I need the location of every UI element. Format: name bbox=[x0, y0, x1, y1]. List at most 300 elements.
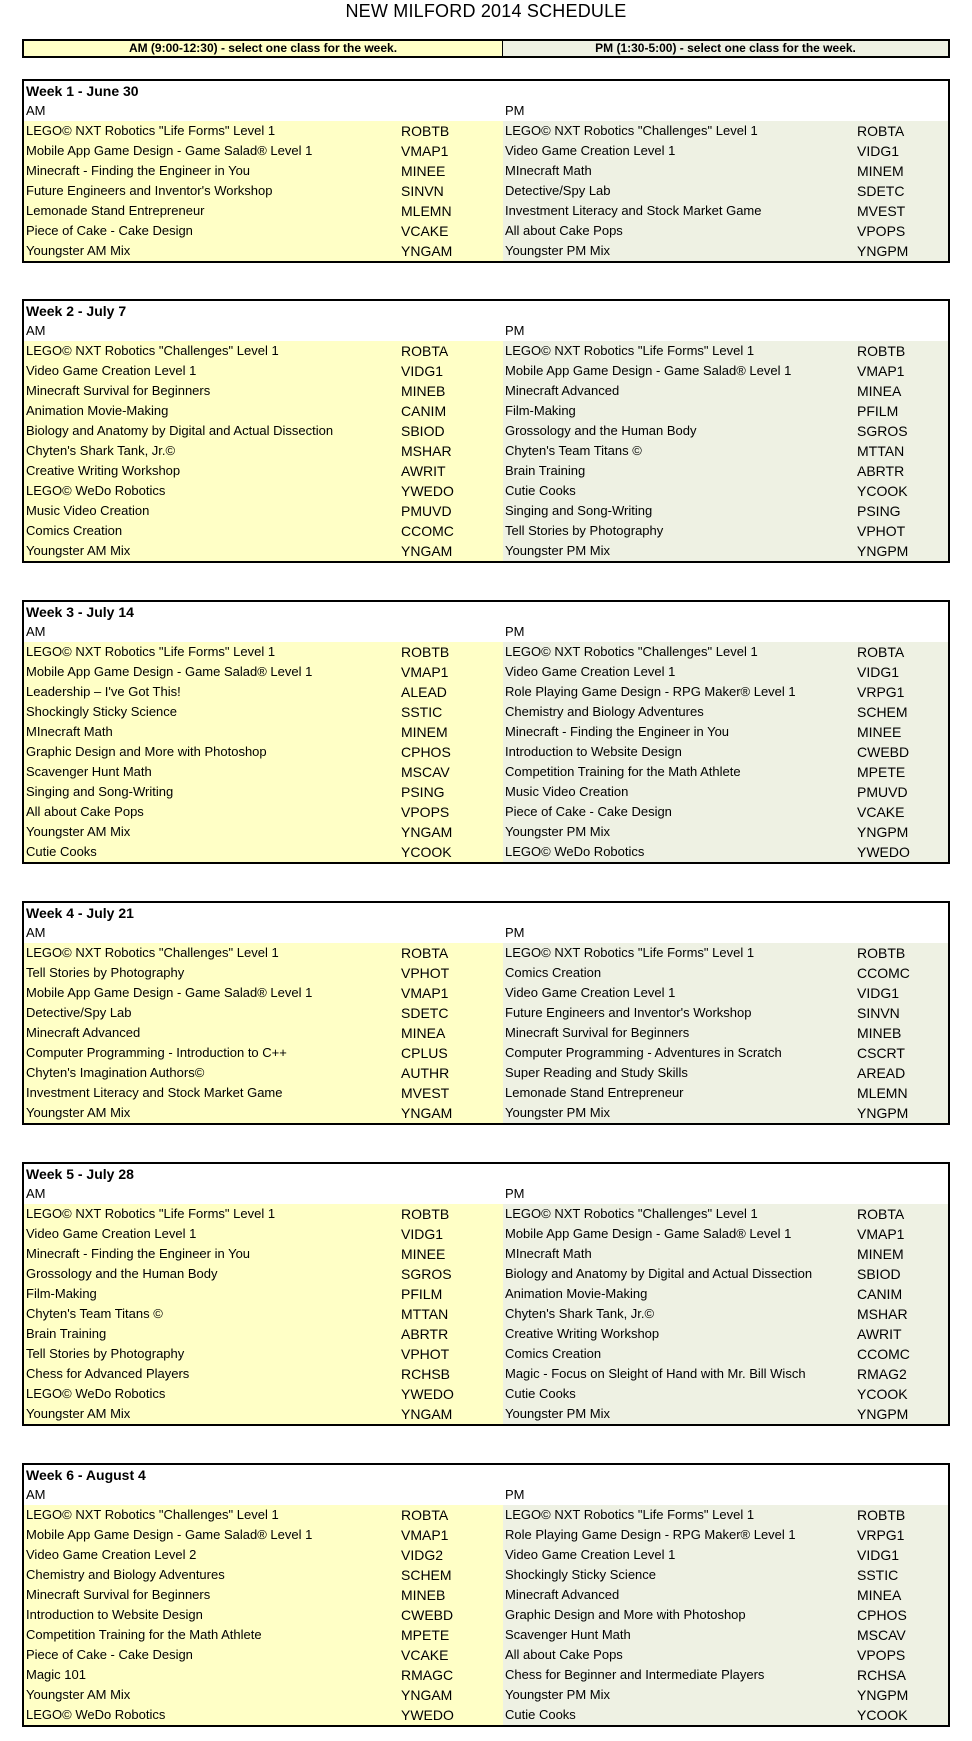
am-class-code: VIDG1 bbox=[401, 361, 503, 381]
am-class-code: RMAGC bbox=[401, 1665, 503, 1685]
pm-class-code: VMAP1 bbox=[857, 361, 948, 381]
am-class-code: PFILM bbox=[401, 1284, 503, 1304]
pm-class-name: Super Reading and Study Skills bbox=[503, 1063, 857, 1083]
pm-class-name: Chemistry and Biology Adventures bbox=[503, 702, 857, 722]
class-row bbox=[24, 1605, 948, 1625]
pm-session-header: PM (1:30-5:00) - select one class for the week. bbox=[503, 41, 948, 56]
pm-class-name: Youngster PM Mix bbox=[503, 1103, 857, 1123]
pm-class-name: Mobile App Game Design - Game Salad® Level 1 bbox=[503, 361, 857, 381]
class-row bbox=[24, 1103, 948, 1123]
am-class-name: Piece of Cake - Cake Design bbox=[24, 1645, 401, 1665]
class-row bbox=[24, 1705, 948, 1725]
am-class-name: LEGO© NXT Robotics "Life Forms" Level 1 bbox=[24, 121, 401, 141]
am-class-code: CCOMC bbox=[401, 521, 503, 541]
pm-class-name: Cutie Cooks bbox=[503, 481, 857, 501]
session-labels-row bbox=[24, 1184, 948, 1204]
am-class-name: Mobile App Game Design - Game Salad® Level 1 bbox=[24, 983, 401, 1003]
am-class-code: VPHOT bbox=[401, 963, 503, 983]
am-class-name: Graphic Design and More with Photoshop bbox=[24, 742, 401, 762]
class-row bbox=[24, 161, 948, 181]
am-class-name: Creative Writing Workshop bbox=[24, 461, 401, 481]
week-block bbox=[22, 901, 950, 1125]
am-class-name: Introduction to Website Design bbox=[24, 1605, 401, 1625]
am-class-name: Youngster AM Mix bbox=[24, 822, 401, 842]
am-class-name: Singing and Song-Writing bbox=[24, 782, 401, 802]
week-title: Week 2 - July 7 bbox=[26, 303, 127, 319]
class-row bbox=[24, 1585, 948, 1605]
am-class-code: AWRIT bbox=[401, 461, 503, 481]
pm-class-name: Investment Literacy and Stock Market Game bbox=[503, 201, 857, 221]
pm-class-code: MINEM bbox=[857, 1244, 948, 1264]
am-class-code: VIDG1 bbox=[401, 1224, 503, 1244]
class-row bbox=[24, 682, 948, 702]
pm-class-name: Youngster PM Mix bbox=[503, 1404, 857, 1424]
pm-class-name: Tell Stories by Photography bbox=[503, 521, 857, 541]
pm-class-name: Mobile App Game Design - Game Salad® Level 1 bbox=[503, 1224, 857, 1244]
class-row bbox=[24, 221, 948, 241]
pm-class-name: Minecraft Survival for Beginners bbox=[503, 1023, 857, 1043]
pm-class-name: MInecraft Math bbox=[503, 161, 857, 181]
am-class-name: Minecraft Survival for Beginners bbox=[24, 1585, 401, 1605]
am-class-code: MINEM bbox=[401, 722, 503, 742]
pm-class-name: Youngster PM Mix bbox=[503, 541, 857, 561]
class-row bbox=[24, 1284, 948, 1304]
am-class-name: LEGO© WeDo Robotics bbox=[24, 481, 401, 501]
am-class-code: MPETE bbox=[401, 1625, 503, 1645]
class-row bbox=[24, 1023, 948, 1043]
pm-class-code: MSCAV bbox=[857, 1625, 948, 1645]
pm-class-code: VRPG1 bbox=[857, 1525, 948, 1545]
pm-class-code: YNGPM bbox=[857, 1685, 948, 1705]
am-class-name: LEGO© WeDo Robotics bbox=[24, 1705, 401, 1725]
pm-class-code: MLEMN bbox=[857, 1083, 948, 1103]
class-row bbox=[24, 381, 948, 401]
pm-class-name: Creative Writing Workshop bbox=[503, 1324, 857, 1344]
am-class-name: Minecraft - Finding the Engineer in You bbox=[24, 161, 401, 181]
pm-class-name: MInecraft Math bbox=[503, 1244, 857, 1264]
class-row bbox=[24, 1505, 948, 1525]
pm-class-name: Video Game Creation Level 1 bbox=[503, 1545, 857, 1565]
class-row bbox=[24, 1364, 948, 1384]
am-class-name: Chess for Advanced Players bbox=[24, 1364, 401, 1384]
pm-class-code: VCAKE bbox=[857, 802, 948, 822]
pm-class-name: Chyten's Shark Tank, Jr.© bbox=[503, 1304, 857, 1324]
pm-class-name: Piece of Cake - Cake Design bbox=[503, 802, 857, 822]
class-row bbox=[24, 722, 948, 742]
pm-class-name: All about Cake Pops bbox=[503, 221, 857, 241]
pm-class-code: MINEB bbox=[857, 1023, 948, 1043]
pm-class-name: Computer Programming - Adventures in Scratch bbox=[503, 1043, 857, 1063]
pm-class-name: Film-Making bbox=[503, 401, 857, 421]
pm-class-code: ABRTR bbox=[857, 461, 948, 481]
am-class-name: LEGO© NXT Robotics "Challenges" Level 1 bbox=[24, 341, 401, 361]
pm-label: PM bbox=[505, 1186, 525, 1201]
am-class-code: YNGAM bbox=[401, 1103, 503, 1123]
am-class-code: MINEA bbox=[401, 1023, 503, 1043]
pm-class-name: Biology and Anatomy by Digital and Actual Dissection bbox=[503, 1264, 857, 1284]
week-block bbox=[22, 299, 950, 563]
pm-class-name: Chess for Beginner and Intermediate Players bbox=[503, 1665, 857, 1685]
pm-class-name: Youngster PM Mix bbox=[503, 1685, 857, 1705]
class-row bbox=[24, 1083, 948, 1103]
am-class-name: Animation Movie-Making bbox=[24, 401, 401, 421]
pm-class-code: YNGPM bbox=[857, 1103, 948, 1123]
am-class-name: Tell Stories by Photography bbox=[24, 1344, 401, 1364]
pm-class-code: VPOPS bbox=[857, 221, 948, 241]
am-class-code: CPLUS bbox=[401, 1043, 503, 1063]
am-class-name: Leadership – I've Got This! bbox=[24, 682, 401, 702]
pm-class-name: LEGO© WeDo Robotics bbox=[503, 842, 857, 862]
am-class-name: Chyten's Imagination Authors© bbox=[24, 1063, 401, 1083]
class-row bbox=[24, 1525, 948, 1545]
am-class-code: SDETC bbox=[401, 1003, 503, 1023]
class-row bbox=[24, 441, 948, 461]
pm-class-code: YCOOK bbox=[857, 1384, 948, 1404]
pm-class-code: SSTIC bbox=[857, 1565, 948, 1585]
pm-class-code: VIDG1 bbox=[857, 662, 948, 682]
class-row bbox=[24, 341, 948, 361]
am-class-name: Video Game Creation Level 1 bbox=[24, 361, 401, 381]
am-class-code: PSING bbox=[401, 782, 503, 802]
pm-class-name: Youngster PM Mix bbox=[503, 822, 857, 842]
am-class-name: Biology and Anatomy by Digital and Actual Dissection bbox=[24, 421, 401, 441]
pm-class-code: YCOOK bbox=[857, 1705, 948, 1725]
class-row bbox=[24, 822, 948, 842]
am-class-name: Future Engineers and Inventor's Workshop bbox=[24, 181, 401, 201]
class-row bbox=[24, 1404, 948, 1424]
am-class-code: ABRTR bbox=[401, 1324, 503, 1344]
pm-class-code: MVEST bbox=[857, 201, 948, 221]
am-class-name: Youngster AM Mix bbox=[24, 541, 401, 561]
pm-class-code: VRPG1 bbox=[857, 682, 948, 702]
am-class-code: SINVN bbox=[401, 181, 503, 201]
pm-class-code: RMAG2 bbox=[857, 1364, 948, 1384]
am-class-name: Investment Literacy and Stock Market Game bbox=[24, 1083, 401, 1103]
session-labels-row bbox=[24, 622, 948, 642]
pm-class-code: CANIM bbox=[857, 1284, 948, 1304]
pm-class-code: VIDG1 bbox=[857, 141, 948, 161]
am-class-code: ROBTA bbox=[401, 341, 503, 361]
pm-class-name: LEGO© NXT Robotics "Challenges" Level 1 bbox=[503, 1204, 857, 1224]
class-row bbox=[24, 521, 948, 541]
class-row bbox=[24, 1063, 948, 1083]
am-label: AM bbox=[26, 103, 46, 118]
am-class-code: YWEDO bbox=[401, 1705, 503, 1725]
am-class-code: MINEE bbox=[401, 1244, 503, 1264]
pm-label: PM bbox=[505, 925, 525, 940]
am-session-header: AM (9:00-12:30) - select one class for the week. bbox=[24, 41, 503, 56]
am-class-code: SSTIC bbox=[401, 702, 503, 722]
class-row bbox=[24, 702, 948, 722]
class-row bbox=[24, 943, 948, 963]
class-row bbox=[24, 1304, 948, 1324]
class-row bbox=[24, 742, 948, 762]
am-class-name: Shockingly Sticky Science bbox=[24, 702, 401, 722]
pm-class-code: ROBTB bbox=[857, 1505, 948, 1525]
am-class-name: Detective/Spy Lab bbox=[24, 1003, 401, 1023]
am-class-code: VPHOT bbox=[401, 1344, 503, 1364]
pm-class-code: VIDG1 bbox=[857, 1545, 948, 1565]
am-class-name: Computer Programming - Introduction to C++ bbox=[24, 1043, 401, 1063]
am-class-code: VPOPS bbox=[401, 802, 503, 822]
pm-class-code: ROBTA bbox=[857, 121, 948, 141]
pm-class-code: YNGPM bbox=[857, 541, 948, 561]
pm-class-code: PMUVD bbox=[857, 782, 948, 802]
class-row bbox=[24, 1043, 948, 1063]
am-class-code: CWEBD bbox=[401, 1605, 503, 1625]
am-class-code: YWEDO bbox=[401, 1384, 503, 1404]
am-class-name: LEGO© NXT Robotics "Life Forms" Level 1 bbox=[24, 642, 401, 662]
am-class-code: MSCAV bbox=[401, 762, 503, 782]
session-labels-row bbox=[24, 101, 948, 121]
pm-class-name: All about Cake Pops bbox=[503, 1645, 857, 1665]
pm-class-name: Lemonade Stand Entrepreneur bbox=[503, 1083, 857, 1103]
am-class-code: YNGAM bbox=[401, 541, 503, 561]
am-class-name: Tell Stories by Photography bbox=[24, 963, 401, 983]
am-class-code: ALEAD bbox=[401, 682, 503, 702]
pm-class-name: Detective/Spy Lab bbox=[503, 181, 857, 201]
pm-label: PM bbox=[505, 103, 525, 118]
pm-class-code: AREAD bbox=[857, 1063, 948, 1083]
week-title: Week 4 - July 21 bbox=[26, 905, 134, 921]
pm-class-code: SINVN bbox=[857, 1003, 948, 1023]
am-class-code: YWEDO bbox=[401, 481, 503, 501]
am-class-code: VCAKE bbox=[401, 1645, 503, 1665]
am-class-name: Minecraft Survival for Beginners bbox=[24, 381, 401, 401]
class-row bbox=[24, 1565, 948, 1585]
pm-class-code: AWRIT bbox=[857, 1324, 948, 1344]
pm-class-code: ROBTB bbox=[857, 943, 948, 963]
pm-class-code: CWEBD bbox=[857, 742, 948, 762]
pm-class-code: YNGPM bbox=[857, 822, 948, 842]
am-class-name: Comics Creation bbox=[24, 521, 401, 541]
pm-class-code: YCOOK bbox=[857, 481, 948, 501]
am-class-code: VMAP1 bbox=[401, 662, 503, 682]
class-row bbox=[24, 421, 948, 441]
am-class-code: ROBTB bbox=[401, 1204, 503, 1224]
pm-class-code: CCOMC bbox=[857, 1344, 948, 1364]
class-row bbox=[24, 642, 948, 662]
week-block bbox=[22, 1162, 950, 1426]
pm-class-name: Role Playing Game Design - RPG Maker® Level 1 bbox=[503, 1525, 857, 1545]
pm-class-name: Video Game Creation Level 1 bbox=[503, 141, 857, 161]
class-row bbox=[24, 241, 948, 261]
pm-class-code: MINEA bbox=[857, 1585, 948, 1605]
week-block bbox=[22, 79, 950, 263]
class-row bbox=[24, 1003, 948, 1023]
week-title: Week 5 - July 28 bbox=[26, 1166, 134, 1182]
am-class-code: ROBTB bbox=[401, 642, 503, 662]
class-row bbox=[24, 782, 948, 802]
am-class-name: Chyten's Team Titans © bbox=[24, 1304, 401, 1324]
am-class-name: Cutie Cooks bbox=[24, 842, 401, 862]
am-class-code: CPHOS bbox=[401, 742, 503, 762]
pm-class-name: Brain Training bbox=[503, 461, 857, 481]
pm-class-name: Cutie Cooks bbox=[503, 1384, 857, 1404]
pm-class-name: Chyten's Team Titans © bbox=[503, 441, 857, 461]
pm-class-name: Singing and Song-Writing bbox=[503, 501, 857, 521]
week-block bbox=[22, 600, 950, 864]
week-title: Week 1 - June 30 bbox=[26, 83, 139, 99]
pm-class-name: Video Game Creation Level 1 bbox=[503, 983, 857, 1003]
class-row bbox=[24, 141, 948, 161]
am-class-code: MVEST bbox=[401, 1083, 503, 1103]
am-class-code: SGROS bbox=[401, 1264, 503, 1284]
am-class-code: CANIM bbox=[401, 401, 503, 421]
am-label: AM bbox=[26, 1186, 46, 1201]
pm-class-name: Minecraft Advanced bbox=[503, 1585, 857, 1605]
am-class-code: YNGAM bbox=[401, 1685, 503, 1705]
am-class-name: All about Cake Pops bbox=[24, 802, 401, 822]
pm-class-code: SCHEM bbox=[857, 702, 948, 722]
class-row bbox=[24, 1665, 948, 1685]
class-row bbox=[24, 361, 948, 381]
am-class-name: Video Game Creation Level 2 bbox=[24, 1545, 401, 1565]
pm-class-code: MINEE bbox=[857, 722, 948, 742]
pm-class-name: Grossology and the Human Body bbox=[503, 421, 857, 441]
pm-class-name: LEGO© NXT Robotics "Challenges" Level 1 bbox=[503, 121, 857, 141]
am-class-name: Grossology and the Human Body bbox=[24, 1264, 401, 1284]
pm-class-code: RCHSA bbox=[857, 1665, 948, 1685]
am-class-code: YNGAM bbox=[401, 1404, 503, 1424]
pm-label: PM bbox=[505, 323, 525, 338]
session-labels-row bbox=[24, 321, 948, 341]
pm-class-code: CSCRT bbox=[857, 1043, 948, 1063]
pm-class-code: YWEDO bbox=[857, 842, 948, 862]
am-class-code: VIDG2 bbox=[401, 1545, 503, 1565]
am-class-name: Competition Training for the Math Athlete bbox=[24, 1625, 401, 1645]
pm-class-code: MSHAR bbox=[857, 1304, 948, 1324]
class-row bbox=[24, 983, 948, 1003]
am-class-code: VMAP1 bbox=[401, 141, 503, 161]
am-class-code: MTTAN bbox=[401, 1304, 503, 1324]
am-class-name: Mobile App Game Design - Game Salad® Level 1 bbox=[24, 141, 401, 161]
week-title: Week 3 - July 14 bbox=[26, 604, 134, 620]
am-class-code: ROBTB bbox=[401, 121, 503, 141]
pm-label: PM bbox=[505, 624, 525, 639]
pm-class-code: MTTAN bbox=[857, 441, 948, 461]
am-class-name: Mobile App Game Design - Game Salad® Level 1 bbox=[24, 1525, 401, 1545]
am-class-code: PMUVD bbox=[401, 501, 503, 521]
am-class-code: MINEE bbox=[401, 161, 503, 181]
class-row bbox=[24, 1625, 948, 1645]
am-class-name: Chemistry and Biology Adventures bbox=[24, 1565, 401, 1585]
pm-class-code: PFILM bbox=[857, 401, 948, 421]
pm-class-code: SGROS bbox=[857, 421, 948, 441]
class-row bbox=[24, 1344, 948, 1364]
am-label: AM bbox=[26, 1487, 46, 1502]
pm-class-name: Youngster PM Mix bbox=[503, 241, 857, 261]
am-class-code: MSHAR bbox=[401, 441, 503, 461]
am-class-code: ROBTA bbox=[401, 1505, 503, 1525]
class-row bbox=[24, 1324, 948, 1344]
class-row bbox=[24, 1224, 948, 1244]
class-row bbox=[24, 201, 948, 221]
pm-class-name: Minecraft Advanced bbox=[503, 381, 857, 401]
pm-class-name: Cutie Cooks bbox=[503, 1705, 857, 1725]
pm-class-name: Shockingly Sticky Science bbox=[503, 1565, 857, 1585]
am-class-name: Brain Training bbox=[24, 1324, 401, 1344]
am-class-code: AUTHR bbox=[401, 1063, 503, 1083]
pm-class-code: PSING bbox=[857, 501, 948, 521]
am-class-name: MInecraft Math bbox=[24, 722, 401, 742]
pm-class-code: MINEA bbox=[857, 381, 948, 401]
class-row bbox=[24, 1384, 948, 1404]
pm-class-name: Future Engineers and Inventor's Workshop bbox=[503, 1003, 857, 1023]
class-row bbox=[24, 1264, 948, 1284]
am-class-name: Music Video Creation bbox=[24, 501, 401, 521]
am-class-name: Lemonade Stand Entrepreneur bbox=[24, 201, 401, 221]
class-row bbox=[24, 1685, 948, 1705]
am-label: AM bbox=[26, 323, 46, 338]
class-row bbox=[24, 121, 948, 141]
class-row bbox=[24, 1204, 948, 1224]
pm-class-code: SDETC bbox=[857, 181, 948, 201]
am-class-code: VMAP1 bbox=[401, 1525, 503, 1545]
pm-class-code: VPHOT bbox=[857, 521, 948, 541]
am-label: AM bbox=[26, 624, 46, 639]
page-title: NEW MILFORD 2014 SCHEDULE bbox=[345, 1, 627, 21]
class-row bbox=[24, 501, 948, 521]
am-class-name: Piece of Cake - Cake Design bbox=[24, 221, 401, 241]
am-class-code: SCHEM bbox=[401, 1565, 503, 1585]
am-class-name: Chyten's Shark Tank, Jr.© bbox=[24, 441, 401, 461]
am-class-code: ROBTA bbox=[401, 943, 503, 963]
am-class-code: MINEB bbox=[401, 1585, 503, 1605]
class-row bbox=[24, 541, 948, 561]
pm-label: PM bbox=[505, 1487, 525, 1502]
am-class-name: Youngster AM Mix bbox=[24, 1103, 401, 1123]
am-class-name: Scavenger Hunt Math bbox=[24, 762, 401, 782]
pm-class-name: Video Game Creation Level 1 bbox=[503, 662, 857, 682]
pm-class-code: YNGPM bbox=[857, 1404, 948, 1424]
am-class-code: MLEMN bbox=[401, 201, 503, 221]
session-labels-row bbox=[24, 1485, 948, 1505]
class-row bbox=[24, 842, 948, 862]
pm-class-code: VMAP1 bbox=[857, 1224, 948, 1244]
pm-class-code: SBIOD bbox=[857, 1264, 948, 1284]
am-class-name: Youngster AM Mix bbox=[24, 1404, 401, 1424]
am-class-name: Film-Making bbox=[24, 1284, 401, 1304]
am-class-name: Minecraft - Finding the Engineer in You bbox=[24, 1244, 401, 1264]
pm-class-name: Music Video Creation bbox=[503, 782, 857, 802]
pm-class-name: LEGO© NXT Robotics "Life Forms" Level 1 bbox=[503, 341, 857, 361]
am-class-name: Youngster AM Mix bbox=[24, 1685, 401, 1705]
pm-class-code: MPETE bbox=[857, 762, 948, 782]
session-header bbox=[22, 39, 950, 58]
am-class-code: VMAP1 bbox=[401, 983, 503, 1003]
am-class-name: Video Game Creation Level 1 bbox=[24, 1224, 401, 1244]
class-row bbox=[24, 1645, 948, 1665]
am-class-code: YNGAM bbox=[401, 241, 503, 261]
am-class-name: LEGO© NXT Robotics "Challenges" Level 1 bbox=[24, 1505, 401, 1525]
pm-class-code: ROBTA bbox=[857, 1204, 948, 1224]
am-class-name: Mobile App Game Design - Game Salad® Level 1 bbox=[24, 662, 401, 682]
pm-class-name: Minecraft - Finding the Engineer in You bbox=[503, 722, 857, 742]
am-class-name: Minecraft Advanced bbox=[24, 1023, 401, 1043]
am-class-name: LEGO© NXT Robotics "Challenges" Level 1 bbox=[24, 943, 401, 963]
pm-class-code: YNGPM bbox=[857, 241, 948, 261]
class-row bbox=[24, 1545, 948, 1565]
class-row bbox=[24, 401, 948, 421]
pm-class-name: Comics Creation bbox=[503, 963, 857, 983]
pm-class-code: MINEM bbox=[857, 161, 948, 181]
pm-class-name: LEGO© NXT Robotics "Life Forms" Level 1 bbox=[503, 1505, 857, 1525]
class-row bbox=[24, 1244, 948, 1264]
pm-class-code: CPHOS bbox=[857, 1605, 948, 1625]
pm-class-name: Comics Creation bbox=[503, 1344, 857, 1364]
class-row bbox=[24, 481, 948, 501]
